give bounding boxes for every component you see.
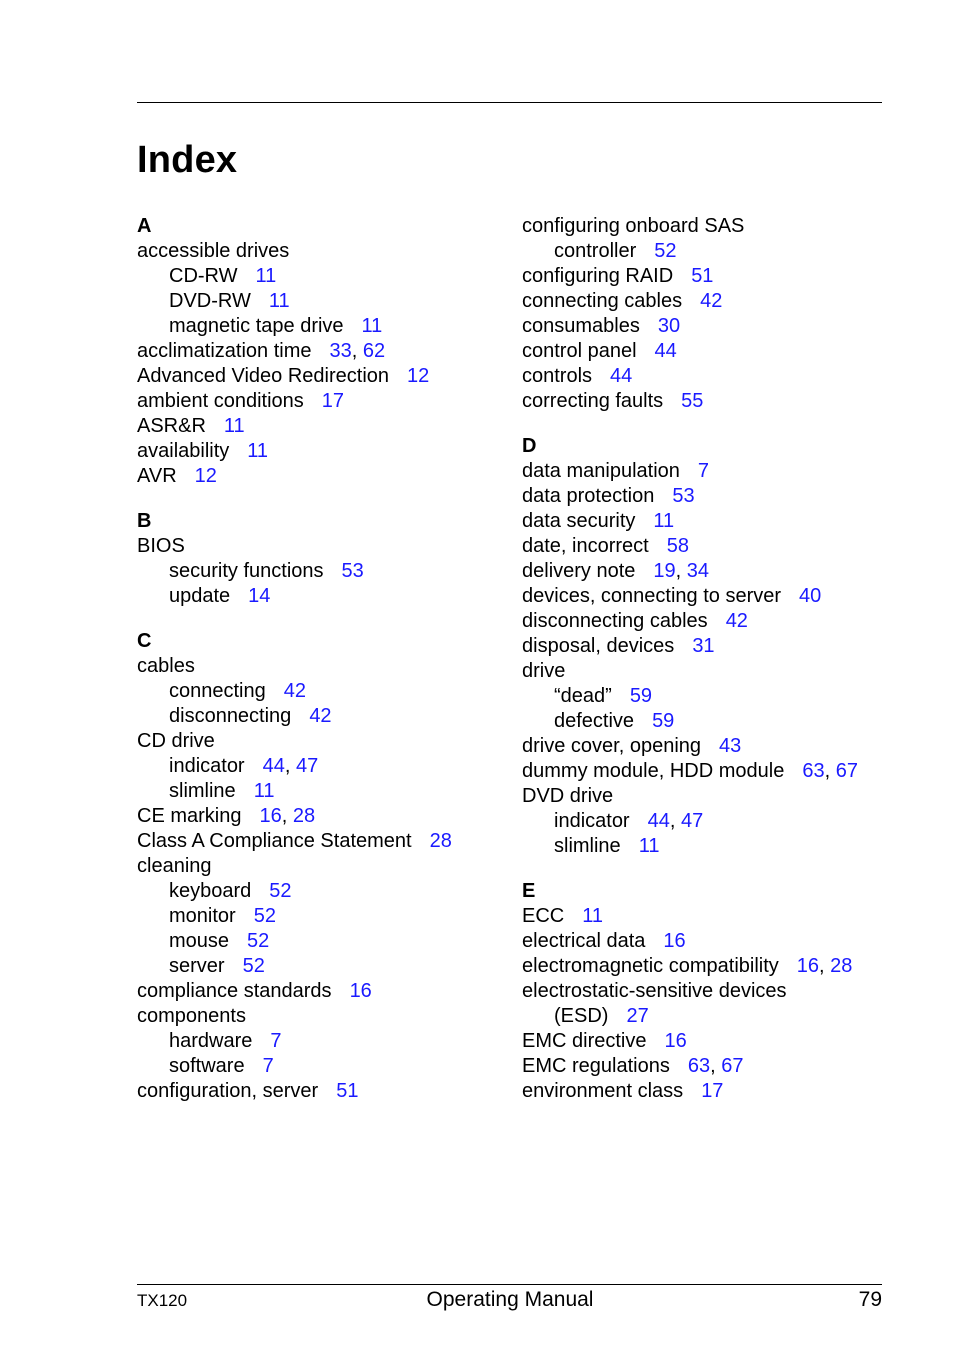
page-references xyxy=(195,465,217,487)
index-term: server xyxy=(169,955,225,977)
index-term: delivery note xyxy=(522,560,636,582)
index-term: data protection xyxy=(522,485,655,507)
page-references xyxy=(799,585,821,607)
page-link[interactable]: 11 xyxy=(253,780,275,802)
index-subentry xyxy=(137,879,507,904)
index-entry xyxy=(522,314,882,339)
page-title: Index xyxy=(137,139,238,181)
page-link[interactable]: 63 xyxy=(802,760,825,782)
page-references xyxy=(658,315,680,337)
page-references xyxy=(667,535,689,557)
index-term: (ESD) xyxy=(554,1005,609,1027)
footer-manual-title: Operating Manual xyxy=(426,1288,594,1311)
page-references xyxy=(309,705,331,727)
index-entry xyxy=(137,439,507,464)
page-references xyxy=(653,510,674,532)
page-link[interactable]: 52 xyxy=(253,905,276,927)
page-link[interactable]: 53 xyxy=(672,485,695,507)
index-entry xyxy=(137,339,507,364)
index-subentry xyxy=(522,1004,882,1029)
index-term: indicator xyxy=(169,755,245,777)
page-separator: , xyxy=(824,760,836,782)
index-subentry xyxy=(137,559,507,584)
page-references xyxy=(243,955,265,977)
index-entry xyxy=(522,509,882,534)
page-references xyxy=(254,905,276,927)
index-entry xyxy=(137,979,507,1004)
index-section-letter: B xyxy=(137,510,152,532)
page-references xyxy=(700,290,722,312)
index-entry xyxy=(522,389,882,414)
index-entry xyxy=(137,804,507,829)
index-section-letter: E xyxy=(522,880,536,902)
page-references xyxy=(672,485,694,507)
index-entry xyxy=(522,904,882,929)
index-term: dummy module, HDD module xyxy=(522,760,785,782)
page-link[interactable]: 63 xyxy=(687,1055,711,1077)
index-term: EMC regulations xyxy=(522,1055,670,1077)
page-link[interactable]: 42 xyxy=(700,290,723,312)
page-separator: , xyxy=(284,755,296,777)
index-term: correcting faults xyxy=(522,390,664,412)
page-link[interactable]: 52 xyxy=(247,930,270,952)
page-references xyxy=(582,905,603,927)
page-link[interactable]: 33 xyxy=(329,340,352,362)
page-references xyxy=(610,365,632,387)
index-term: controls xyxy=(522,365,593,387)
index-entry xyxy=(522,264,882,289)
page-link[interactable]: 16 xyxy=(259,805,282,827)
page-link[interactable]: 51 xyxy=(336,1080,359,1102)
index-subentry xyxy=(137,929,507,954)
index-entry xyxy=(522,929,882,954)
page-link[interactable]: 52 xyxy=(654,240,677,262)
index-term: configuration, server xyxy=(137,1080,319,1102)
page-link[interactable]: 7 xyxy=(262,1055,274,1077)
page-references xyxy=(362,315,383,337)
index-entry xyxy=(137,239,507,264)
index-entry xyxy=(522,364,882,389)
index-section-letter: D xyxy=(522,435,537,457)
index-subentry xyxy=(137,264,507,289)
index-subentry xyxy=(137,779,507,804)
page-link[interactable]: 11 xyxy=(653,510,675,532)
index-term: ASR&R xyxy=(137,415,206,437)
index-term: environment class xyxy=(522,1080,684,1102)
page-references xyxy=(681,390,703,412)
index-term: CD-RW xyxy=(169,265,238,287)
page-link[interactable]: 52 xyxy=(242,955,265,977)
page-link[interactable]: 11 xyxy=(247,440,269,462)
footer-rule xyxy=(137,1284,882,1285)
index-term: configuring RAID xyxy=(522,265,674,287)
index-entry xyxy=(522,659,882,684)
index-entry xyxy=(522,1029,882,1054)
index-column-right xyxy=(522,214,882,1104)
index-entry xyxy=(137,389,507,414)
index-term: connecting cables xyxy=(522,290,683,312)
index-entry xyxy=(522,559,882,584)
page-link[interactable]: 16 xyxy=(663,930,686,952)
page-link[interactable]: 28 xyxy=(830,955,853,977)
page-link[interactable]: 42 xyxy=(725,610,748,632)
page-references xyxy=(630,685,652,707)
page-separator: , xyxy=(675,560,687,582)
page-references xyxy=(663,930,685,952)
index-term: AVR xyxy=(137,465,177,487)
page-link[interactable]: 11 xyxy=(255,265,277,287)
index-term: electrical data xyxy=(522,930,646,952)
page-link[interactable]: 67 xyxy=(721,1055,744,1077)
index-term: disposal, devices xyxy=(522,635,675,657)
page-separator: , xyxy=(669,810,681,832)
index-subentry xyxy=(137,1029,507,1054)
page-link[interactable]: 11 xyxy=(582,905,603,927)
page-link[interactable]: 30 xyxy=(657,315,681,337)
page-link[interactable]: 12 xyxy=(194,465,217,487)
index-term: EMC directive xyxy=(522,1030,647,1052)
page-references xyxy=(322,390,344,412)
page-separator: , xyxy=(351,340,363,362)
page-references xyxy=(692,635,714,657)
page-link[interactable]: 58 xyxy=(666,535,689,557)
page-link[interactable]: 7 xyxy=(270,1030,282,1052)
page-references xyxy=(653,560,709,582)
index-entry xyxy=(522,484,882,509)
page-references xyxy=(648,810,704,832)
page-link[interactable]: 67 xyxy=(835,760,858,782)
page-references xyxy=(719,735,741,757)
page-references xyxy=(664,1030,686,1052)
page-link[interactable]: 44 xyxy=(262,755,285,777)
page-link[interactable]: 11 xyxy=(223,415,245,437)
section-spacer xyxy=(137,489,507,509)
index-term: DVD-RW xyxy=(169,290,251,312)
page-link[interactable]: 11 xyxy=(638,835,660,857)
page-link[interactable]: 31 xyxy=(692,635,715,657)
index-entry xyxy=(137,654,507,679)
page-references xyxy=(698,460,709,482)
index-term: ambient conditions xyxy=(137,390,304,412)
index-entry xyxy=(137,414,507,439)
page-references xyxy=(350,980,372,1002)
page-references xyxy=(652,710,674,732)
index-term: control panel xyxy=(522,340,637,362)
index-term: configuring onboard SAS xyxy=(522,215,745,237)
index-entry xyxy=(137,464,507,489)
page-separator: , xyxy=(281,805,293,827)
page-link[interactable]: 47 xyxy=(680,810,704,832)
page-references xyxy=(726,610,748,632)
page-references xyxy=(688,1055,744,1077)
page-link[interactable]: 14 xyxy=(248,585,271,607)
section-spacer xyxy=(522,414,882,434)
page-link[interactable]: 55 xyxy=(681,390,704,412)
index-subentry xyxy=(137,289,507,314)
index-term: cables xyxy=(137,655,195,677)
index-entry xyxy=(522,534,882,559)
index-subentry xyxy=(137,704,507,729)
page-link[interactable]: 44 xyxy=(610,365,633,387)
page-link[interactable]: 7 xyxy=(697,460,710,482)
page-references xyxy=(654,240,676,262)
index-entry xyxy=(137,1079,507,1104)
index-term: electromagnetic compatibility xyxy=(522,955,779,977)
index-term: software xyxy=(169,1055,245,1077)
index-entry xyxy=(522,339,882,364)
index-entry xyxy=(137,1004,507,1029)
index-subentry xyxy=(137,954,507,979)
index-term: components xyxy=(137,1005,246,1027)
index-entry xyxy=(522,759,882,784)
page-references xyxy=(256,265,277,287)
page-link[interactable]: 28 xyxy=(292,805,316,827)
page-link[interactable]: 43 xyxy=(719,735,742,757)
section-spacer xyxy=(522,859,882,879)
index-entry xyxy=(522,1054,882,1079)
index-subentry xyxy=(137,584,507,609)
page-separator: , xyxy=(819,955,831,977)
index-entry xyxy=(137,854,507,879)
footer-product: TX120 xyxy=(137,1291,188,1310)
page-references xyxy=(701,1080,723,1102)
index-term: slimline xyxy=(554,835,621,857)
index-term: hardware xyxy=(169,1030,253,1052)
page-references xyxy=(270,1030,281,1052)
page-link[interactable]: 27 xyxy=(626,1005,649,1027)
page-link[interactable]: 17 xyxy=(321,390,345,412)
index-term: consumables xyxy=(522,315,640,337)
index-section-letter: C xyxy=(137,630,152,652)
page-references xyxy=(263,755,319,777)
page-references xyxy=(269,880,291,902)
index-term: data manipulation xyxy=(522,460,680,482)
index-term: cleaning xyxy=(137,855,212,877)
index-term: connecting xyxy=(169,680,266,702)
index-subentry xyxy=(522,684,882,709)
index-term: monitor xyxy=(169,905,236,927)
header-rule xyxy=(137,102,882,103)
index-term: magnetic tape drive xyxy=(169,315,344,337)
page-references xyxy=(336,1080,358,1102)
index-entry xyxy=(522,214,882,239)
index-term: availability xyxy=(137,440,230,462)
index-term: defective xyxy=(554,710,635,732)
page-link[interactable]: 28 xyxy=(429,830,452,852)
index-subentry xyxy=(137,679,507,704)
index-entry xyxy=(522,954,882,979)
page-link[interactable]: 16 xyxy=(349,980,372,1002)
index-term: ECC xyxy=(522,905,565,927)
index-subentry xyxy=(522,834,882,859)
page-references xyxy=(269,290,290,312)
page-references xyxy=(626,1005,648,1027)
page-link[interactable]: 52 xyxy=(269,880,292,902)
index-term: update xyxy=(169,585,231,607)
index-term: devices, connecting to server xyxy=(522,585,782,607)
index-term: drive cover, opening xyxy=(522,735,702,757)
page-references xyxy=(254,780,275,802)
index-term: disconnecting xyxy=(169,705,292,727)
footer-page-number: 79 xyxy=(858,1288,882,1311)
page-references xyxy=(639,835,660,857)
index-term: Class A Compliance Statement xyxy=(137,830,412,852)
index-entry xyxy=(522,734,882,759)
page-link[interactable]: 59 xyxy=(629,685,653,707)
page-link[interactable]: 11 xyxy=(361,315,383,337)
index-term: mouse xyxy=(169,930,230,952)
page-references xyxy=(259,805,315,827)
page-references xyxy=(247,930,269,952)
page-link[interactable]: 12 xyxy=(407,365,430,387)
page-references xyxy=(224,415,245,437)
index-subentry xyxy=(137,904,507,929)
index-term: compliance standards xyxy=(137,980,332,1002)
index-entry xyxy=(137,534,507,559)
page-link[interactable]: 16 xyxy=(664,1030,687,1052)
index-term: CD drive xyxy=(137,730,215,752)
index-term: keyboard xyxy=(169,880,252,902)
page-link[interactable]: 42 xyxy=(309,705,332,727)
page-references xyxy=(330,340,386,362)
index-term: DVD drive xyxy=(522,785,614,807)
page-references xyxy=(797,955,853,977)
index-term: slimline xyxy=(169,780,236,802)
page-link[interactable]: 11 xyxy=(268,290,290,312)
index-subentry xyxy=(522,239,882,264)
page-link[interactable]: 40 xyxy=(799,585,822,607)
page-references xyxy=(247,440,268,462)
page-references xyxy=(248,585,270,607)
index-term: acclimatization time xyxy=(137,340,312,362)
index-subentry xyxy=(137,314,507,339)
page-link[interactable]: 19 xyxy=(653,560,676,582)
index-entry xyxy=(522,459,882,484)
index-term: BIOS xyxy=(137,535,185,557)
index-entry xyxy=(522,784,882,809)
index-subentry xyxy=(137,754,507,779)
page-references xyxy=(263,1055,274,1077)
index-term: date, incorrect xyxy=(522,535,649,557)
index-section-letter: A xyxy=(137,215,152,237)
index-subentry xyxy=(137,1054,507,1079)
index-term: drive xyxy=(522,660,566,682)
page-references xyxy=(430,830,452,852)
page-references xyxy=(284,680,306,702)
index-entry xyxy=(522,584,882,609)
page-link[interactable]: 59 xyxy=(652,710,675,732)
index-entry xyxy=(137,829,507,854)
index-term: security functions xyxy=(169,560,324,582)
index-term: indicator xyxy=(554,810,630,832)
index-entry xyxy=(137,729,507,754)
page-link[interactable]: 51 xyxy=(691,265,714,287)
index-term: electrostatic-sensitive devices xyxy=(522,980,787,1002)
page-references xyxy=(655,340,677,362)
index-term: “dead” xyxy=(554,685,612,707)
index-term: data security xyxy=(522,510,636,532)
index-subentry xyxy=(522,809,882,834)
index-term: controller xyxy=(554,240,637,262)
page-link[interactable]: 47 xyxy=(295,755,319,777)
page-link[interactable]: 62 xyxy=(362,340,386,362)
page-references xyxy=(691,265,713,287)
index-entry xyxy=(522,609,882,634)
page-link[interactable]: 44 xyxy=(647,810,670,832)
index-entry xyxy=(522,1079,882,1104)
page-link[interactable]: 42 xyxy=(283,680,306,702)
index-entry xyxy=(522,289,882,314)
page-link[interactable]: 53 xyxy=(341,560,364,582)
index-term: Advanced Video Redirection xyxy=(137,365,390,387)
index-term: disconnecting cables xyxy=(522,610,708,632)
page-references xyxy=(802,760,858,782)
index-subentry xyxy=(522,709,882,734)
page-link[interactable]: 17 xyxy=(701,1080,724,1102)
index-term: accessible drives xyxy=(137,240,290,262)
section-spacer xyxy=(137,609,507,629)
index-term: CE marking xyxy=(137,805,242,827)
page-references xyxy=(342,560,364,582)
index-entry xyxy=(522,634,882,659)
index-entry xyxy=(137,364,507,389)
index-column-left xyxy=(137,214,507,1104)
page-link[interactable]: 16 xyxy=(796,955,820,977)
page-separator: , xyxy=(710,1055,722,1077)
index-entry xyxy=(522,979,882,1004)
page-link[interactable]: 34 xyxy=(686,560,710,582)
page-link[interactable]: 44 xyxy=(654,340,677,362)
page-references xyxy=(407,365,429,387)
